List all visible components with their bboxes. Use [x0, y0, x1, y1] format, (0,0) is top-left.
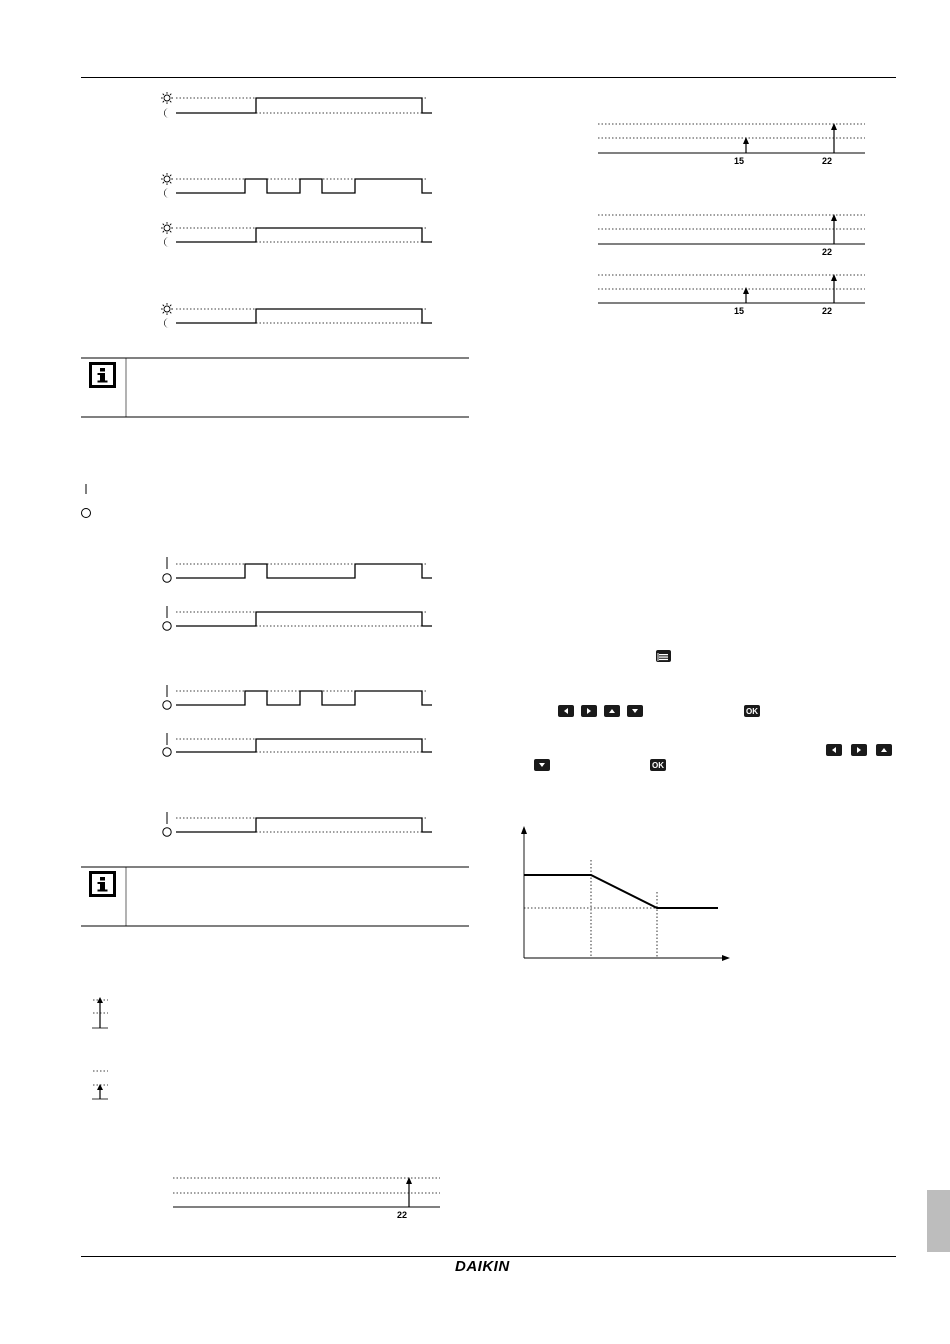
- sun-moon-timeline-1: [161, 92, 432, 118]
- moon-icon: [164, 237, 169, 247]
- daikin-logo: DAIKIN: [455, 1258, 510, 1275]
- info-icon: [89, 871, 116, 897]
- on-off-timeline-3: [163, 685, 432, 709]
- down-arrow-button-icon[interactable]: [534, 759, 550, 771]
- setpoint-arrow-chart-right-1: [598, 123, 865, 153]
- arrow-label-15: 15: [734, 156, 745, 166]
- info-icon: [89, 362, 116, 388]
- sun-icon: [161, 222, 173, 234]
- right-arrow-button-icon[interactable]: [581, 705, 597, 717]
- moon-icon: [164, 108, 169, 118]
- arrow-label-22: 22: [822, 247, 833, 257]
- left-arrow-button-icon[interactable]: [826, 744, 842, 756]
- sun-icon: [161, 303, 173, 315]
- sun-moon-timeline-3: [161, 222, 432, 247]
- on-off-timeline-4: [163, 733, 432, 756]
- legend-arrow-long: [92, 997, 108, 1028]
- left-arrow-button-icon[interactable]: [558, 705, 574, 717]
- moon-icon: [164, 188, 169, 198]
- up-arrow-button-icon[interactable]: [604, 705, 620, 717]
- on-off-timeline-1: [163, 557, 432, 582]
- arrow-label-22: 22: [822, 156, 833, 166]
- sun-icon: [161, 173, 173, 185]
- info-box-1: [81, 358, 469, 417]
- legend-arrow-short: [92, 1084, 108, 1099]
- on-off-timeline-2: [163, 606, 432, 630]
- setpoint-arrow-chart-left: [173, 1177, 440, 1207]
- off-symbol-icon: [163, 701, 171, 709]
- menu-icon[interactable]: [656, 650, 671, 662]
- right-arrow-button-icon[interactable]: [851, 744, 867, 756]
- off-symbol-icon: [163, 828, 171, 836]
- down-arrow-button-icon[interactable]: [627, 705, 643, 717]
- sun-moon-timeline-2: [161, 173, 432, 198]
- moon-icon: [164, 318, 169, 328]
- sun-icon: [161, 92, 173, 104]
- ok-button[interactable]: OK: [746, 706, 758, 716]
- ok-button[interactable]: OK: [652, 760, 664, 770]
- arrow-label-22: 22: [822, 306, 833, 316]
- arrow-label-22: 22: [397, 1210, 408, 1220]
- off-symbol-icon: [163, 622, 171, 630]
- arrow-label-15: 15: [734, 306, 745, 316]
- off-symbol-icon: [163, 748, 171, 756]
- info-box-2: [81, 867, 469, 926]
- sun-moon-timeline-4: [161, 303, 432, 328]
- setpoint-arrow-chart-right-2: [598, 214, 865, 244]
- on-off-timeline-5: [163, 812, 432, 836]
- off-symbol-icon: [82, 509, 91, 518]
- up-arrow-button-icon[interactable]: [876, 744, 892, 756]
- weather-dependent-curve-graph: [521, 826, 730, 961]
- side-chapter-tab: [927, 1190, 950, 1252]
- setpoint-arrow-chart-right-3: [598, 274, 865, 303]
- off-symbol-icon: [163, 574, 171, 582]
